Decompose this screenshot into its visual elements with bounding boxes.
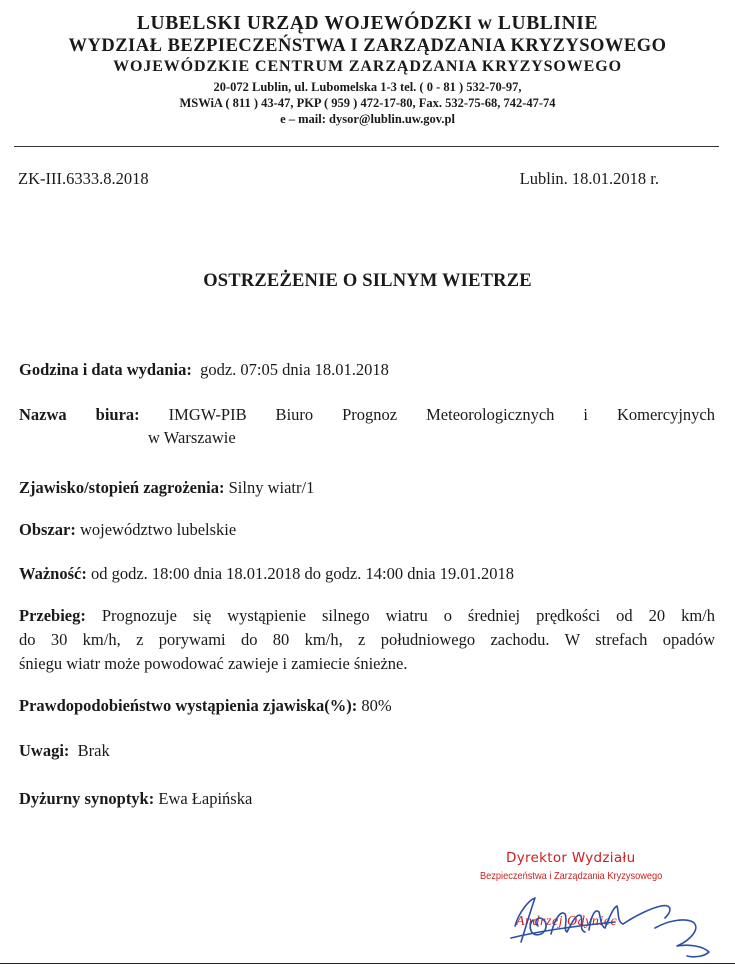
letterhead (0, 12, 735, 127)
validity-value: od godz. 18:00 dnia 18.01.2018 do godz. 14:00 dnia 19.01.2018 (90, 564, 514, 583)
reference-number: ZK-III.6333.8.2018 (18, 169, 149, 188)
area-field (19, 519, 236, 541)
course-text-1: Prognozuje się wystąpienie silnego wiatru o średniej prędkości od 20 km/h (101, 606, 715, 625)
stamp-title: Dyrektor Wydziału (506, 850, 636, 866)
remarks-label: Uwagi: (19, 741, 70, 760)
phenomenon-label: Zjawisko/stopień zagrożenia: (19, 478, 225, 497)
area-value: województwo lubelskie (79, 520, 237, 539)
address-line: 20-072 Lublin, ul. Lubomelska 1-3 tel. ( 0 - 81 ) 532-70-97, (213, 80, 522, 94)
probability-field (19, 695, 392, 717)
office-value-cont: w Warszawie (148, 428, 236, 447)
forecaster-value: Ewa Łapińska (158, 789, 253, 808)
course-line-1 (19, 605, 715, 627)
handwritten-signature (505, 868, 720, 963)
validity-field (19, 563, 514, 585)
stamp-name: Andrzej Odyniec (516, 914, 618, 929)
issue-value: godz. 07:05 dnia 18.01.2018 (200, 360, 389, 379)
center-name: WOJEWÓDZKIE CENTRUM ZARZĄDZANIA KRYZYSOWEGO (113, 58, 622, 75)
probability-label: Prawdopodobieństwo wystąpienia zjawiska(%): (19, 696, 358, 715)
remarks-value: Brak (77, 741, 110, 760)
forecaster-label: Dyżurny synoptyk: (19, 789, 155, 808)
probability-value: 80% (361, 696, 392, 715)
document-title: OSTRZEŻENIE O SILNYM WIETRZE (203, 271, 532, 291)
phenomenon-field (19, 477, 314, 499)
course-text-2: do 30 km/h, z porywami do 80 km/h, z południowego zachodu. W strefach opadów (19, 630, 715, 649)
forecaster-field (19, 788, 252, 810)
phone-line: MSWiA ( 811 ) 43-47, PKP ( 959 ) 472-17-80, Fax. 532-75-68, 742-47-74 (179, 96, 556, 110)
department-name: WYDZIAŁ BEZPIECZEŃSTWA I ZARZĄDZANIA KRYZYSOWEGO (68, 36, 667, 56)
course-label: Przebieg: (19, 606, 86, 625)
issue-label: Godzina i data wydania: (19, 360, 192, 379)
remarks-field (19, 740, 110, 762)
phenomenon-value: Silny wiatr/1 (228, 478, 315, 497)
header-divider (14, 146, 719, 147)
area-label: Obszar: (19, 520, 76, 539)
place-date: Lublin. 18.01.2018 r. (519, 169, 659, 188)
validity-label: Ważność: (19, 564, 87, 583)
office-value: IMGW-PIB Biuro Prognoz Meteorologicznych i Komercyjnych (168, 405, 716, 424)
office-label: Nazwa biura: (19, 405, 140, 424)
stamp-department: Bezpieczeństwa i Zarządzania Kryzysowego (480, 870, 663, 882)
issue-field (19, 359, 389, 381)
office-field (19, 404, 715, 426)
signature-strokes (511, 898, 709, 957)
footer-divider (0, 963, 735, 964)
course-text-3: śniegu wiatr może powodować zawieje i zamiecie śnieżne. (19, 654, 408, 673)
office-name: LUBELSKI URZĄD WOJEWÓDZKI w LUBLINIE (136, 13, 599, 34)
email-line: e – mail: dysor@lublin.uw.gov.pl (280, 112, 455, 126)
